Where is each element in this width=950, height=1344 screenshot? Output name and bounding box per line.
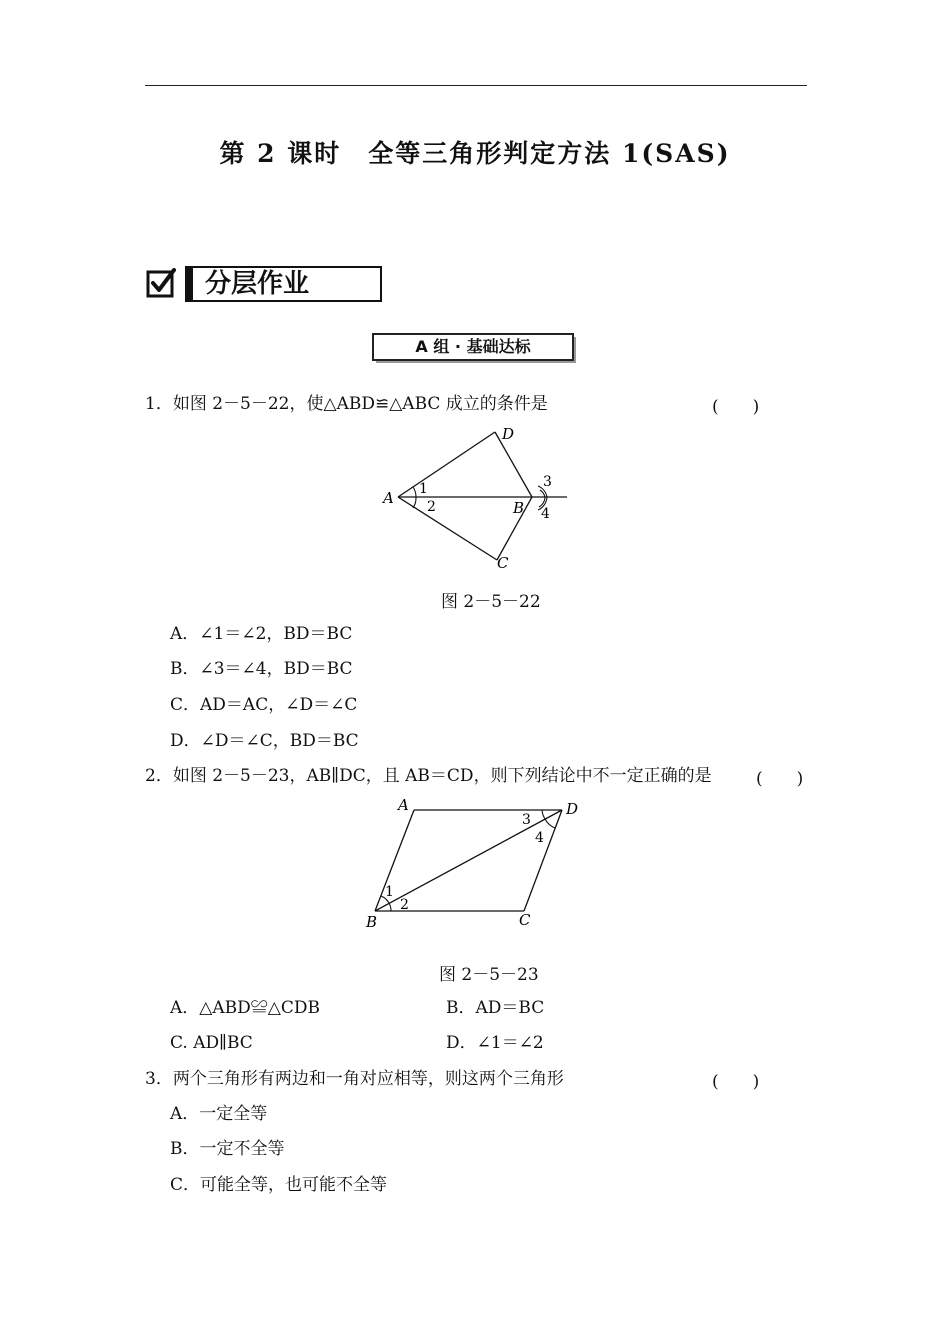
label-D: D: [566, 800, 579, 818]
question-1: [145, 392, 548, 416]
label-B: B: [513, 499, 525, 517]
figure-caption: 图 2－5－23: [439, 965, 539, 985]
option-D: D．∠1＝∠2: [446, 1033, 544, 1053]
segment-AC: [398, 497, 497, 560]
option-B: B．∠3＝∠4，BD＝BC: [170, 659, 353, 679]
segment-AD: [398, 432, 495, 497]
label-angle-2: 2: [400, 897, 409, 913]
question-2: [145, 764, 712, 788]
header-rule: [145, 85, 807, 86]
option-A: A．一定全等: [170, 1104, 268, 1124]
checkbox-icon: [146, 268, 176, 298]
label-A: A: [398, 796, 409, 814]
answer-paren: ( ): [712, 1072, 760, 1092]
question-stem: 如图 2－5－22，使△ABD≌△ABC 成立的条件是: [172, 394, 548, 414]
question-number: 1．: [145, 394, 173, 414]
label-D: D: [502, 425, 515, 443]
option-B: B．一定不全等: [170, 1139, 285, 1159]
answer-paren: ( ): [756, 769, 804, 789]
angle-1-arc: [413, 487, 416, 497]
angle-2-arc: [389, 903, 391, 911]
segment-AB: [375, 810, 414, 911]
label-angle-1: 1: [419, 481, 428, 497]
question-3: [145, 1067, 564, 1091]
angle-3-arc: [542, 810, 545, 819]
option-C: C. AD∥BC: [170, 1033, 253, 1053]
label-C: C: [519, 911, 531, 929]
angle-2-arc: [413, 497, 416, 508]
label-C: C: [497, 554, 509, 572]
figure-2-5-23: [362, 795, 592, 935]
option-C: C．可能全等，也可能不全等: [170, 1175, 388, 1195]
option-A: A．△ABD≌△CDB: [170, 998, 320, 1018]
angle-4-arc: [545, 819, 555, 828]
group-label: A 组 · 基础达标: [372, 333, 574, 361]
answer-paren: ( ): [712, 397, 760, 417]
section-title: 分层作业: [193, 266, 382, 302]
label-angle-3: 3: [522, 812, 531, 828]
label-angle-4: 4: [541, 506, 550, 522]
option-A: A．∠1＝∠2，BD＝BC: [170, 624, 353, 644]
label-angle-3: 3: [543, 474, 552, 490]
label-angle-4: 4: [535, 830, 544, 846]
section-bar: [185, 266, 193, 302]
figure-caption: 图 2－5－22: [441, 592, 541, 612]
option-B: B．AD＝BC: [446, 998, 545, 1018]
label-angle-2: 2: [427, 499, 436, 515]
question-number: 2．: [145, 766, 173, 786]
question-number: 3．: [145, 1069, 173, 1089]
option-D: D．∠D＝∠C，BD＝BC: [170, 731, 359, 751]
label-B: B: [366, 913, 378, 931]
question-stem: 如图 2－5－23，AB∥DC，且 AB＝CD，则下列结论中不一定正确的是: [172, 766, 712, 786]
figure-2-5-22: [375, 420, 575, 580]
diagonal-BD: [375, 810, 562, 911]
option-C: C．AD＝AC，∠D＝∠C: [170, 695, 358, 715]
label-angle-1: 1: [385, 884, 394, 900]
label-A: A: [383, 489, 394, 507]
page-title: 第 2 课时 全等三角形判定方法 1(SAS): [219, 139, 731, 168]
group-badge: [372, 333, 574, 361]
question-stem: 两个三角形有两边和一角对应相等，则这两个三角形: [172, 1069, 564, 1089]
